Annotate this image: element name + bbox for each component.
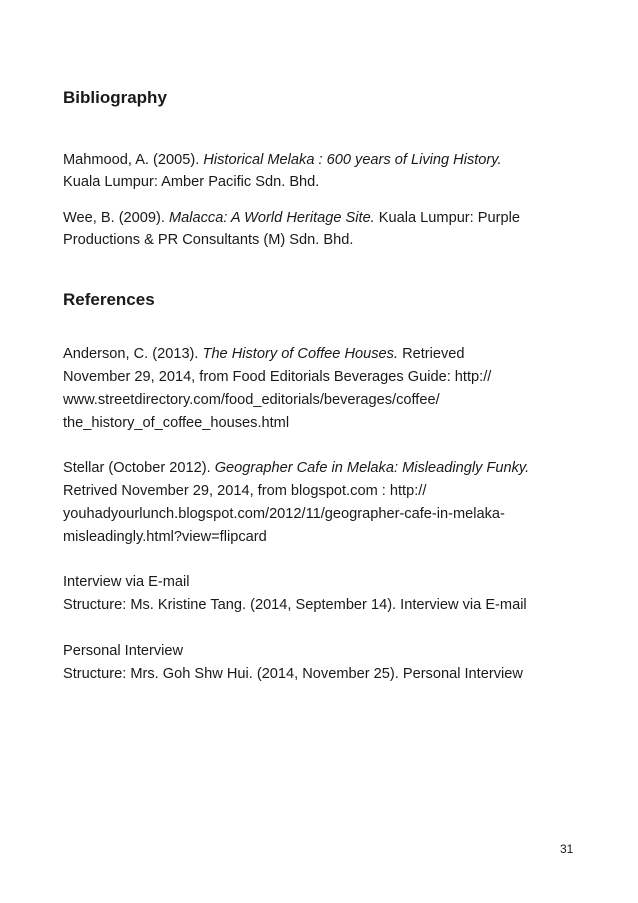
page-number: 31: [560, 842, 574, 856]
bibliography-entry-1-line-1: [63, 151, 502, 169]
bibliography-heading: Bibliography: [63, 88, 167, 107]
reference-entry-1-line-4: the_history_of_coffee_houses.html: [63, 415, 290, 431]
reference-entry-1-line-1: [63, 345, 465, 363]
references-heading: References: [63, 290, 155, 309]
reference-entry-2-title: Geographer Cafe in Melaka: Misleadingly Funky.: [214, 460, 530, 476]
bibliography-entry-1-title: Historical Melaka : 600 years of Living History.: [203, 152, 502, 168]
reference-entry-3-line-1: Interview via E-mail: [63, 574, 190, 590]
reference-entry-1-title: The History of Coffee Houses.: [202, 346, 399, 362]
reference-entry-4-line-1: Personal Interview: [63, 643, 184, 659]
reference-entry-2-line-1: [63, 459, 529, 477]
reference-entry-2-author: Stellar (October 2012).: [63, 460, 215, 476]
bibliography-entry-1-author: Mahmood, A. (2005).: [63, 152, 204, 168]
bibliography-entry-2-rest: Kuala Lumpur: Purple: [374, 210, 520, 226]
reference-entry-4-line-2: Structure: Mrs. Goh Shw Hui. (2014, November 25). Personal Interview: [63, 666, 523, 682]
bibliography-entry-1-line-2: Kuala Lumpur: Amber Pacific Sdn. Bhd.: [63, 174, 320, 190]
bibliography-entry-2-line-2: Productions & PR Consultants (M) Sdn. Bhd.: [63, 232, 354, 248]
bibliography-entry-2-author: Wee, B. (2009).: [63, 210, 169, 226]
reference-entry-1-rest: Retrieved: [398, 346, 465, 362]
reference-entry-2-line-4: misleadingly.html?view=flipcard: [63, 529, 267, 545]
reference-entry-1-line-3: www.streetdirectory.com/food_editorials/beverages/coffee/: [63, 392, 440, 408]
reference-entry-2-line-3: youhadyourlunch.blogspot.com/2012/11/geographer-cafe-in-melaka-: [63, 506, 505, 522]
reference-entry-1-line-2: November 29, 2014, from Food Editorials Beverages Guide: http://: [63, 369, 492, 385]
reference-entry-3-line-2: Structure: Ms. Kristine Tang. (2014, September 14). Interview via E-mail: [63, 597, 527, 613]
bibliography-entry-2-title: Malacca: A World Heritage Site.: [169, 210, 375, 226]
bibliography-entry-2-line-1: [63, 209, 520, 227]
reference-entry-2-line-2: Retrived November 29, 2014, from blogspot.com : http://: [63, 483, 427, 499]
reference-entry-1-author: Anderson, C. (2013).: [63, 346, 203, 362]
